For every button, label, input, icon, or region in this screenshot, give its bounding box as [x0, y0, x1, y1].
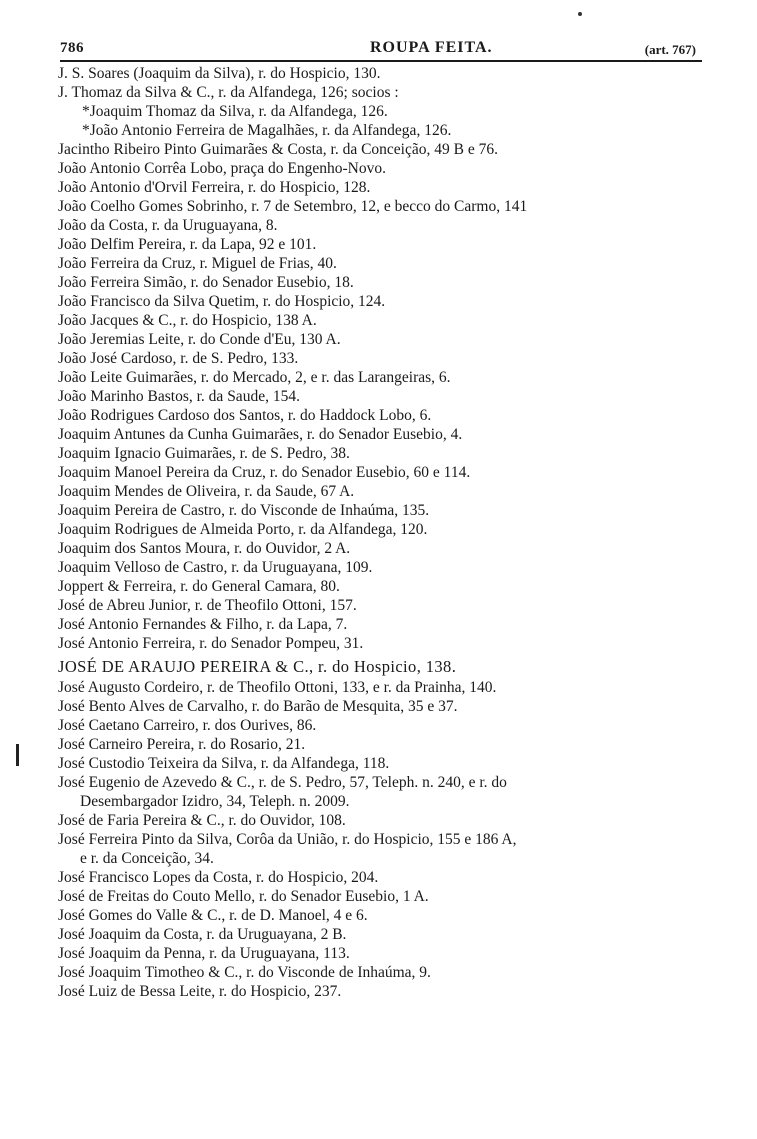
list-item: J. Thomaz da Silva & C., r. da Alfandega, 126; socios :	[58, 84, 399, 101]
list-item: João Ferreira Simão, r. do Senador Eusebio, 18.	[58, 274, 354, 291]
running-head: ROUPA FEITA.	[370, 39, 493, 56]
list-item: José Custodio Teixeira da Silva, r. da Alfandega, 118.	[58, 755, 390, 772]
list-item: João Antonio Corrêa Lobo, praça do Engenho-Novo.	[58, 160, 387, 177]
list-item: Joaquim Velloso de Castro, r. da Uruguayana, 109.	[58, 559, 373, 576]
list-item: José Antonio Fernandes & Filho, r. da Lapa, 7.	[58, 616, 348, 633]
list-item: Jacintho Ribeiro Pinto Guimarães & Costa, r. da Conceição, 49 B e 76.	[58, 141, 498, 158]
list-item-partner: *João Antonio Ferreira de Magalhães, r. da Alfandega, 126.	[82, 122, 452, 139]
list-item: José Joaquim da Penna, r. da Uruguayana, 113.	[58, 945, 350, 962]
list-item: José Ferreira Pinto da Silva, Corôa da União, r. do Hospicio, 155 e 186 A,	[58, 831, 517, 848]
list-item: João Francisco da Silva Quetim, r. do Hospicio, 124.	[58, 293, 386, 310]
ink-speck	[578, 12, 582, 16]
list-item: João Coelho Gomes Sobrinho, r. 7 de Setembro, 12, e becco do Carmo, 141	[58, 198, 528, 215]
list-item: José Joaquim Timotheo & C., r. do Visconde de Inhaúma, 9.	[58, 964, 431, 981]
list-item: João Rodrigues Cardoso dos Santos, r. do Haddock Lobo, 6.	[58, 407, 432, 424]
list-item: José Gomes do Valle & C., r. de D. Manoel, 4 e 6.	[58, 907, 368, 924]
page-number: 786	[60, 40, 84, 56]
list-item: Joaquim Ignacio Guimarães, r. de S. Pedro, 38.	[58, 445, 350, 462]
list-item: José Augusto Cordeiro, r. de Theofilo Ottoni, 133, e r. da Prainha, 140.	[58, 679, 497, 696]
list-item: Joaquim Pereira de Castro, r. do Visconde de Inhaúma, 135.	[58, 502, 430, 519]
list-item-continuation: Desembargador Izidro, 34, Teleph. n. 2009.	[80, 793, 350, 810]
list-item: João Jeremias Leite, r. do Conde d'Eu, 130 A.	[58, 331, 341, 348]
list-item: Joaquim dos Santos Moura, r. do Ouvidor, 2 A.	[58, 540, 351, 557]
list-item: João Ferreira da Cruz, r. Miguel de Frias, 40.	[58, 255, 337, 272]
list-item: José de Abreu Junior, r. de Theofilo Ottoni, 157.	[58, 597, 357, 614]
list-item: Joaquim Antunes da Cunha Guimarães, r. do Senador Eusebio, 4.	[58, 426, 463, 443]
page-header	[60, 34, 702, 58]
list-item-continuation: e r. da Conceição, 34.	[80, 850, 214, 867]
list-item: José de Faria Pereira & C., r. do Ouvidor, 108.	[58, 812, 346, 829]
list-item: João Antonio d'Orvil Ferreira, r. do Hospicio, 128.	[58, 179, 371, 196]
list-item-partner: *Joaquim Thomaz da Silva, r. da Alfandega, 126.	[82, 103, 388, 120]
list-item: José de Freitas do Couto Mello, r. do Senador Eusebio, 1 A.	[58, 888, 429, 905]
list-item: João Jacques & C., r. do Hospicio, 138 A.	[58, 312, 317, 329]
list-item: José Luiz de Bessa Leite, r. do Hospicio, 237.	[58, 983, 342, 1000]
list-item: José Carneiro Pereira, r. do Rosario, 21.	[58, 736, 306, 753]
list-item: José Caetano Carreiro, r. dos Ourives, 86.	[58, 717, 317, 734]
list-item: Joaquim Mendes de Oliveira, r. da Saude, 67 A.	[58, 483, 355, 500]
article-reference: (art. 767)	[644, 42, 696, 57]
directory-list	[58, 64, 708, 1001]
list-item: João Delfim Pereira, r. da Lapa, 92 e 101.	[58, 236, 317, 253]
list-item: Joaquim Manoel Pereira da Cruz, r. do Senador Eusebio, 60 e 114.	[58, 464, 471, 481]
list-item: Joaquim Rodrigues de Almeida Porto, r. da Alfandega, 120.	[58, 521, 428, 538]
list-item: José Francisco Lopes da Costa, r. do Hospicio, 204.	[58, 869, 379, 886]
list-item: Joppert & Ferreira, r. do General Camara, 80.	[58, 578, 340, 595]
list-item: José Joaquim da Costa, r. da Uruguayana, 2 B.	[58, 926, 347, 943]
list-item-highlighted: JOSÉ DE ARAUJO PEREIRA & C., r. do Hospicio, 138.	[58, 657, 457, 676]
list-item: José Bento Alves de Carvalho, r. do Barão de Mesquita, 35 e 37.	[58, 698, 458, 715]
list-item: João Marinho Bastos, r. da Saude, 154.	[58, 388, 300, 405]
list-item: João Leite Guimarães, r. do Mercado, 2, e r. das Larangeiras, 6.	[58, 369, 451, 386]
list-item: J. S. Soares (Joaquim da Silva), r. do Hospicio, 130.	[58, 65, 381, 82]
list-item: José Antonio Ferreira, r. do Senador Pompeu, 31.	[58, 635, 364, 652]
list-item: João da Costa, r. da Uruguayana, 8.	[58, 217, 278, 234]
list-item: José Eugenio de Azevedo & C., r. de S. Pedro, 57, Teleph. n. 240, e r. do	[58, 774, 507, 791]
header-rule	[60, 60, 702, 62]
list-item: João José Cardoso, r. de S. Pedro, 133.	[58, 350, 299, 367]
margin-mark	[16, 744, 19, 766]
